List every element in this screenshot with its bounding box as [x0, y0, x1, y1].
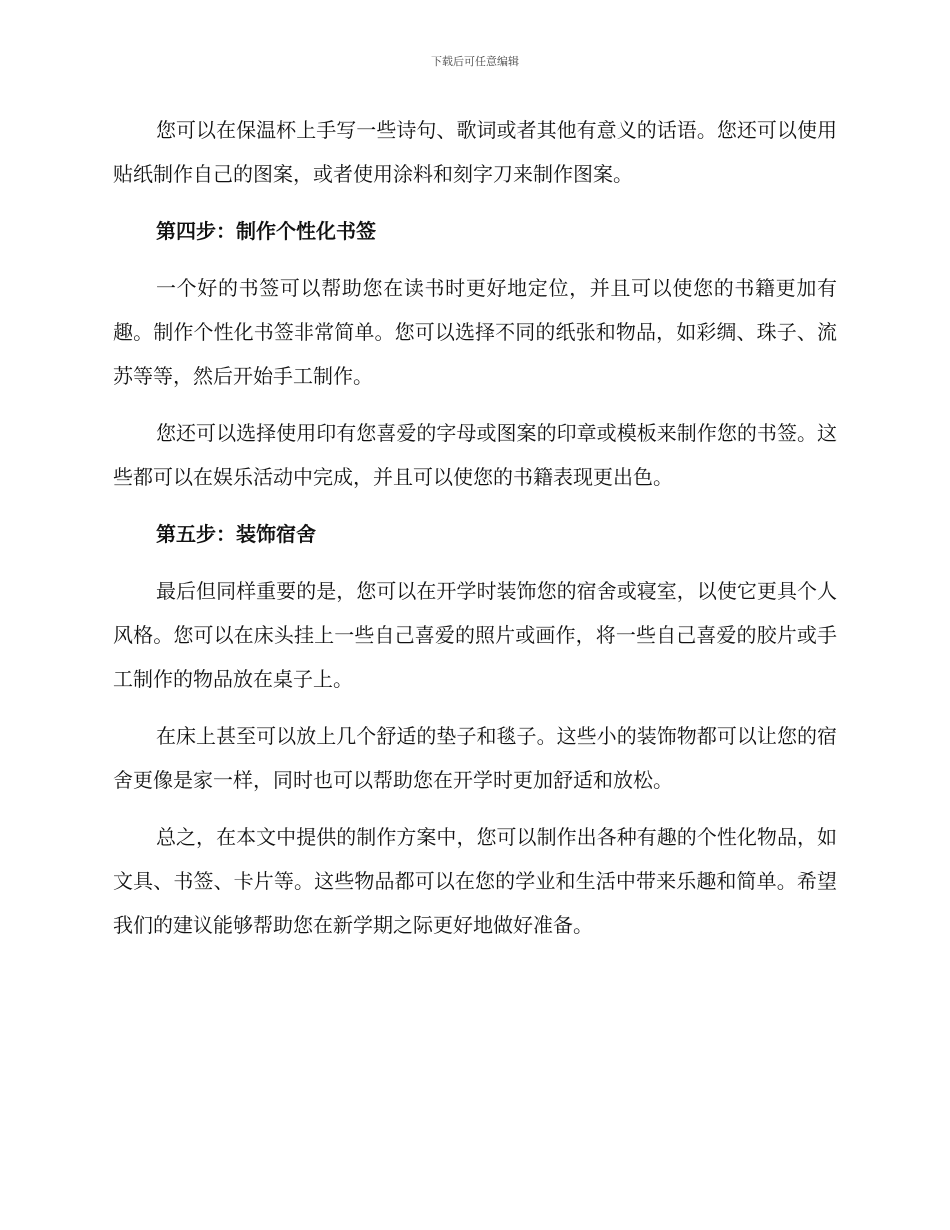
section-heading-step-four: 第四步：制作个性化书签 [156, 219, 376, 243]
section-heading-step-five: 第五步：装饰宿舍 [156, 522, 316, 546]
paragraph-bookmark-stamps: 您还可以选择使用印有您喜爱的字母或图案的印章或模板来制作您的书签。这些都可以在娱乐活动中完成，并且可以使您的书籍表现更出色。 [113, 421, 837, 489]
paragraph-conclusion: 总之，在本文中提供的制作方案中，您可以制作出各种有趣的个性化物品，如文具、书签、卡片等。这些物品都可以在您的学业和生活中带来乐趣和简单。希望我们的建议能够帮助您在新学期之际更好地做好准备。 [113, 825, 837, 937]
document-body [113, 108, 837, 960]
paragraph-thermos-decoration: 您可以在保温杯上手写一些诗句、歌词或者其他有意义的话语。您还可以使用贴纸制作自己的图案，或者使用涂料和刻字刀来制作图案。 [113, 118, 837, 186]
paragraph-dorm-decoration: 最后但同样重要的是，您可以在开学时装饰您的宿舍或寝室，以使它更具个人风格。您可以在床头挂上一些自己喜爱的照片或画作，将一些自己喜爱的胶片或手工制作的物品放在桌子上。 [113, 579, 837, 691]
paragraph-dorm-comfort: 在床上甚至可以放上几个舒适的垫子和毯子。这些小的装饰物都可以让您的宿舍更像是家一样，同时也可以帮助您在开学时更加舒适和放松。 [113, 724, 837, 792]
page-header-note: 下载后可任意编辑 [431, 55, 519, 68]
paragraph-bookmark-intro: 一个好的书签可以帮助您在读书时更好地定位，并且可以使您的书籍更加有趣。制作个性化书签非常简单。您可以选择不同的纸张和物品，如彩绸、珠子、流苏等等，然后开始手工制作。 [113, 276, 837, 388]
